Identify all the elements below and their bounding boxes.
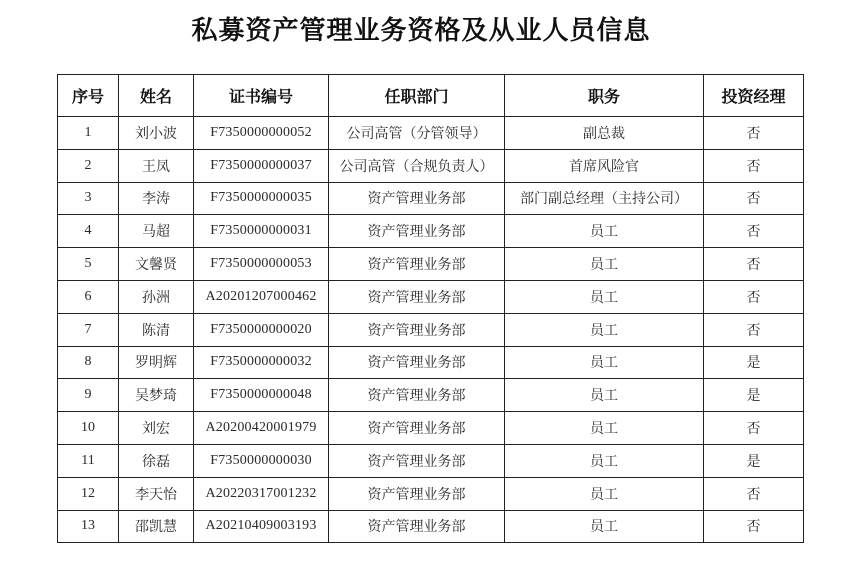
staff-table (57, 74, 804, 543)
cell-dept: 资产管理业务部 (329, 248, 505, 281)
cell-cert: F7350000000052 (194, 117, 329, 150)
table-row (58, 313, 804, 346)
cell-name: 罗明辉 (119, 346, 194, 379)
cell-dept: 资产管理业务部 (329, 510, 505, 543)
cell-no: 9 (58, 379, 119, 412)
cell-dept: 资产管理业务部 (329, 313, 505, 346)
cell-cert: A20220317001232 (194, 477, 329, 510)
cell-title: 首席风险官 (505, 149, 704, 182)
cell-pm: 否 (704, 117, 804, 150)
cell-dept: 公司高管（分管领导） (329, 117, 505, 150)
cell-title: 员工 (505, 313, 704, 346)
cell-title: 员工 (505, 248, 704, 281)
cell-no: 8 (58, 346, 119, 379)
cell-pm: 是 (704, 444, 804, 477)
cell-name: 吴梦琦 (119, 379, 194, 412)
cell-cert: F7350000000037 (194, 149, 329, 182)
cell-title: 员工 (505, 215, 704, 248)
page-title: 私募资产管理业务资格及从业人员信息 (191, 16, 651, 46)
cell-pm: 是 (704, 379, 804, 412)
cell-dept: 资产管理业务部 (329, 346, 505, 379)
table-row (58, 477, 804, 510)
cell-cert: F7350000000035 (194, 182, 329, 215)
cell-cert: F7350000000031 (194, 215, 329, 248)
cell-name: 李天怡 (119, 477, 194, 510)
cell-no: 4 (58, 215, 119, 248)
cell-title: 员工 (505, 477, 704, 510)
cell-cert: A20210409003193 (194, 510, 329, 543)
cell-dept: 资产管理业务部 (329, 280, 505, 313)
table-row (58, 182, 804, 215)
cell-cert: F7350000000020 (194, 313, 329, 346)
cell-dept: 资产管理业务部 (329, 477, 505, 510)
cell-no: 7 (58, 313, 119, 346)
cell-title: 副总裁 (505, 117, 704, 150)
table-row (58, 444, 804, 477)
table-row (58, 379, 804, 412)
cell-pm: 否 (704, 510, 804, 543)
cell-cert: A20201207000462 (194, 280, 329, 313)
cell-dept: 资产管理业务部 (329, 379, 505, 412)
cell-no: 13 (58, 510, 119, 543)
cell-title: 员工 (505, 280, 704, 313)
cell-name: 王凤 (119, 149, 194, 182)
header-no: 序号 (58, 75, 119, 117)
cell-no: 5 (58, 248, 119, 281)
cell-name: 刘宏 (119, 412, 194, 445)
cell-no: 6 (58, 280, 119, 313)
cell-dept: 资产管理业务部 (329, 444, 505, 477)
table-row (58, 280, 804, 313)
cell-pm: 否 (704, 215, 804, 248)
cell-cert: F7350000000032 (194, 346, 329, 379)
cell-cert: F7350000000053 (194, 248, 329, 281)
table-row (58, 149, 804, 182)
cell-name: 李涛 (119, 182, 194, 215)
cell-name: 陈清 (119, 313, 194, 346)
header-cert: 证书编号 (194, 75, 329, 117)
cell-pm: 否 (704, 412, 804, 445)
header-title: 职务 (505, 75, 704, 117)
cell-title: 员工 (505, 379, 704, 412)
table-row (58, 215, 804, 248)
cell-dept: 资产管理业务部 (329, 412, 505, 445)
cell-no: 1 (58, 117, 119, 150)
cell-no: 3 (58, 182, 119, 215)
cell-cert: F7350000000048 (194, 379, 329, 412)
cell-no: 2 (58, 149, 119, 182)
cell-dept: 资产管理业务部 (329, 215, 505, 248)
cell-no: 11 (58, 444, 119, 477)
cell-name: 刘小波 (119, 117, 194, 150)
cell-title: 员工 (505, 510, 704, 543)
cell-cert: A20200420001979 (194, 412, 329, 445)
header-dept: 任职部门 (329, 75, 505, 117)
table-row (58, 117, 804, 150)
cell-pm: 否 (704, 313, 804, 346)
table-row (58, 346, 804, 379)
cell-name: 马超 (119, 215, 194, 248)
cell-title: 员工 (505, 412, 704, 445)
table-row (58, 248, 804, 281)
table-header-row (58, 75, 804, 117)
table-row (58, 412, 804, 445)
header-pm: 投资经理 (704, 75, 804, 117)
cell-pm: 否 (704, 149, 804, 182)
cell-cert: F7350000000030 (194, 444, 329, 477)
cell-dept: 公司高管（合规负责人） (329, 149, 505, 182)
cell-name: 文馨贤 (119, 248, 194, 281)
cell-name: 邵凯慧 (119, 510, 194, 543)
cell-dept: 资产管理业务部 (329, 182, 505, 215)
cell-no: 10 (58, 412, 119, 445)
cell-pm: 否 (704, 477, 804, 510)
cell-name: 徐磊 (119, 444, 194, 477)
cell-title: 员工 (505, 444, 704, 477)
cell-title: 部门副总经理（主持公司） (505, 182, 704, 215)
cell-pm: 否 (704, 248, 804, 281)
cell-title: 员工 (505, 346, 704, 379)
cell-pm: 是 (704, 346, 804, 379)
cell-name: 孙洲 (119, 280, 194, 313)
cell-pm: 否 (704, 182, 804, 215)
table-body (58, 117, 804, 543)
header-name: 姓名 (119, 75, 194, 117)
cell-no: 12 (58, 477, 119, 510)
cell-pm: 否 (704, 280, 804, 313)
table-row (58, 510, 804, 543)
